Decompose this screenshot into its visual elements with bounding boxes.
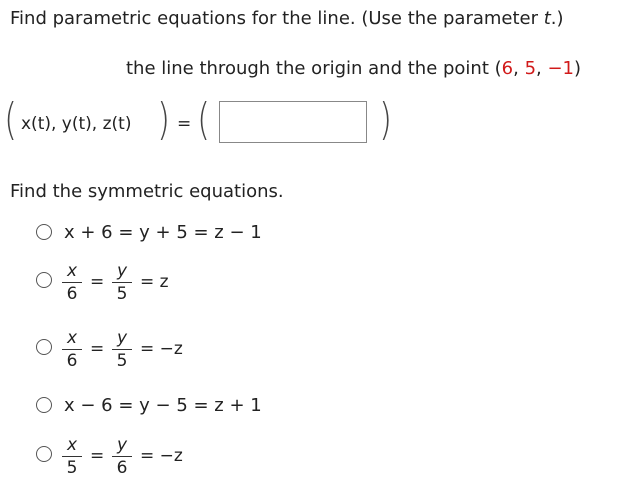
option-2-eq: = [90,272,105,292]
option-2-frac-y: y 5 [112,261,132,304]
right-paren-answer: ) [379,94,393,145]
option-3-radio[interactable] [36,339,52,355]
option-5-tail: = −z [140,446,183,466]
option-3-eq: = [90,339,105,359]
option-2-tail: = z [140,272,169,292]
option-1-text: x + 6 = y + 5 = z − 1 [64,222,262,243]
parametric-lhs: x(t), y(t), z(t) [21,114,132,134]
instruction-text: Find parametric equations for the line. (Use the parameter t.) [10,8,564,29]
right-paren-lhs: ) [157,94,171,145]
answer-input[interactable] [219,101,367,143]
symmetric-heading: Find the symmetric equations. [10,181,284,202]
left-paren-lhs: ( [4,94,18,145]
option-4-radio[interactable] [36,397,52,413]
option-2-radio[interactable] [36,272,52,288]
option-3-frac-x: x 6 [62,328,82,371]
option-5-frac-x: x 5 [62,435,82,478]
option-4-text: x − 6 = y − 5 = z + 1 [64,395,262,416]
option-5-radio[interactable] [36,446,52,462]
option-1-radio[interactable] [36,224,52,240]
option-3-tail: = −z [140,339,183,359]
option-2-frac-x: x 6 [62,261,82,304]
option-5-frac-y: y 6 [112,435,132,478]
option-5-eq: = [90,446,105,466]
left-paren-answer: ( [197,94,211,145]
equals-sign: = [177,114,192,134]
line-description: the line through the origin and the point (6, 5, −1) [126,58,582,79]
option-3-frac-y: y 5 [112,328,132,371]
